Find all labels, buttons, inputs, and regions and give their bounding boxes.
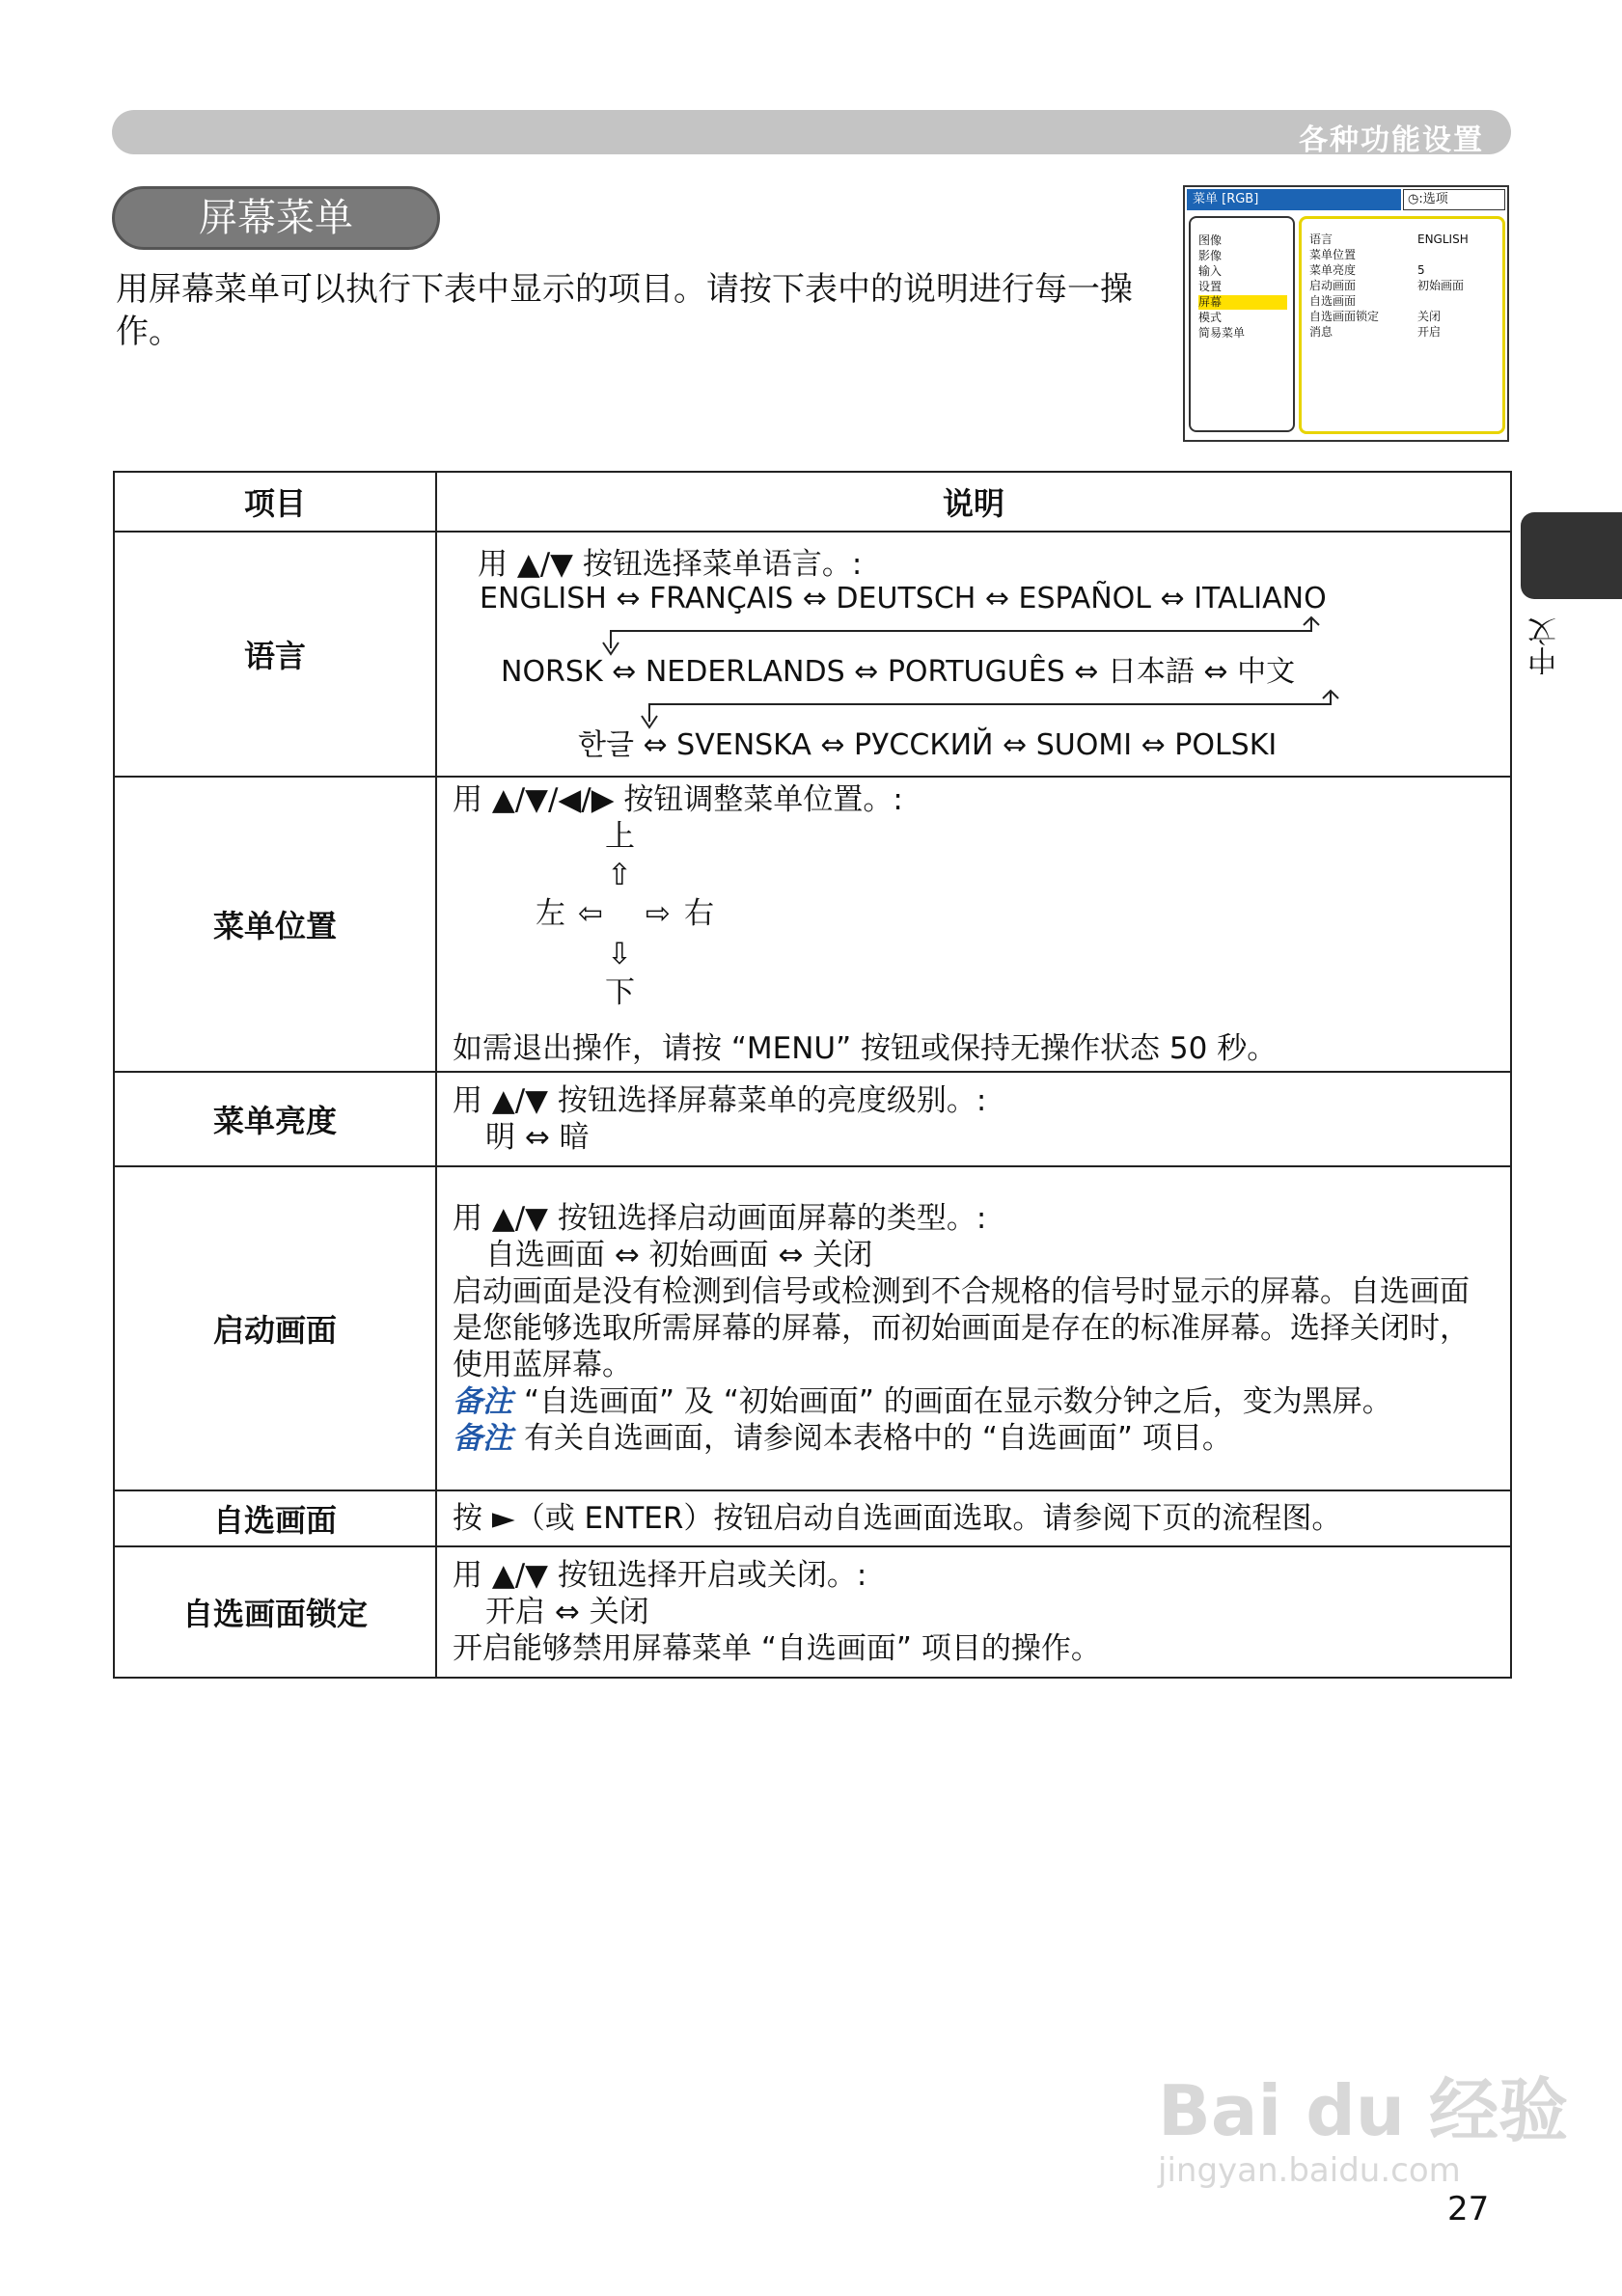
- brightness-instruction: 用 ▲/▼ 按钮选择屏幕菜单的亮度级别。:: [453, 1083, 987, 1118]
- arrow-left-icon: ⇦: [578, 896, 603, 931]
- item-menu-brightness: 菜单亮度: [114, 1072, 436, 1166]
- desc-my-screen-lock: [436, 1546, 1511, 1678]
- header-description: 说明: [436, 472, 1511, 532]
- header-title: 各种功能设置: [1299, 123, 1484, 157]
- menu-option-label: ◷:选项: [1403, 189, 1505, 210]
- start-up-note-2: [453, 1420, 1495, 1457]
- menu-position-exit-note: 如需退出操作，请按 “MENU” 按钮或保持无操作状态 50 秒。: [453, 1031, 1278, 1066]
- menu-right-label: 消息: [1309, 325, 1333, 339]
- lock-instruction: 用 ▲/▼ 按钮选择开启或关闭。:: [453, 1558, 867, 1593]
- item-my-screen: 自选画面: [114, 1490, 436, 1546]
- language-list-2: NORSK ⇔ NEDERLANDS ⇔ PORTUGUÊS ⇔ 日本語 ⇔ 中文: [501, 655, 1296, 689]
- menu-position-instruction: 用 ▲/▼/◀/▶ 按钮调整菜单位置。:: [453, 782, 903, 817]
- brightness-options: 明 ⇔ 暗: [485, 1120, 590, 1155]
- menu-right-label: 自选画面: [1309, 294, 1357, 308]
- page-number: 27: [1447, 2190, 1490, 2228]
- item-menu-position: 菜单位置: [114, 777, 436, 1072]
- menu-left-item: 图像: [1198, 233, 1223, 247]
- side-tab: [1521, 512, 1622, 599]
- item-start-up: 启动画面: [114, 1166, 436, 1490]
- wrap-arrow-icon: [549, 689, 1417, 729]
- menu-left-item: 设置: [1198, 280, 1223, 293]
- menu-screenshot: [1183, 185, 1509, 442]
- note-text: “自选画面” 及 “初始画面” 的画面在显示数分钟之后，变为黑屏。: [524, 1384, 1392, 1419]
- note-label: 备注: [453, 1384, 512, 1419]
- header-item: 项目: [114, 472, 436, 532]
- menu-left-item-selected: 屏幕: [1198, 295, 1287, 310]
- table-row-my-screen-lock: [114, 1546, 1511, 1678]
- language-instruction: 用 ▲/▼ 按钮选择菜单语言。:: [478, 547, 863, 582]
- position-left-label: 左: [536, 896, 565, 931]
- lock-options: 开启 ⇔ 关闭: [485, 1595, 649, 1629]
- arrow-up-icon: ⇧: [607, 858, 632, 892]
- arrow-down-icon: ⇩: [607, 937, 632, 971]
- menu-right-value: 5: [1417, 263, 1425, 277]
- menu-right-value: 初始画面: [1417, 279, 1465, 292]
- lock-explanation: 开启能够禁用屏幕菜单 “自选画面” 项目的操作。: [453, 1631, 1101, 1666]
- menu-titlebar: 菜单 [RGB]: [1187, 189, 1401, 210]
- menu-left-item: 模式: [1198, 311, 1223, 324]
- position-up-label: 上: [605, 819, 635, 854]
- item-my-screen-lock: 自选画面锁定: [114, 1546, 436, 1678]
- menu-right-label: 菜单位置: [1309, 248, 1357, 261]
- wrap-arrow-1: [453, 615, 1495, 656]
- menu-left-item: 简易菜单: [1198, 326, 1246, 340]
- section-title: 屏幕菜单: [112, 186, 440, 250]
- watermark-brand: Bai du 经验: [1158, 2070, 1569, 2151]
- menu-right-label: 语言: [1309, 232, 1333, 246]
- table-header-row: [114, 472, 1511, 532]
- menu-right-label: 自选画面锁定: [1309, 310, 1380, 323]
- language-list-1: ENGLISH ⇔ FRANÇAIS ⇔ DEUTSCH ⇔ ESPAÑOL ⇔ ITALIANO: [480, 582, 1327, 615]
- item-language: 语言: [114, 532, 436, 777]
- desc-menu-position: [436, 777, 1511, 1072]
- menu-right-label: 菜单亮度: [1309, 263, 1357, 277]
- dial-icon: ◷: [1408, 192, 1419, 206]
- menu-left-panel: [1189, 216, 1295, 432]
- intro-text: 用屏幕菜单可以执行下表中显示的项目。请按下表中的说明进行每一操作。: [116, 270, 1133, 351]
- note-text: 有关自选画面，请参阅本表格中的 “自选画面” 项目。: [524, 1421, 1232, 1456]
- watermark-url: jingyan.baidu.com: [1158, 2151, 1461, 2190]
- menu-right-value: ENGLISH: [1417, 232, 1469, 246]
- table-row-my-screen: [114, 1490, 1511, 1546]
- desc-language: [436, 532, 1511, 777]
- menu-right-panel: [1299, 216, 1505, 434]
- table-row-menu-brightness: [114, 1072, 1511, 1166]
- start-up-note-1: [453, 1383, 1495, 1420]
- table-row-language: [114, 532, 1511, 777]
- position-right-label: 右: [684, 896, 714, 931]
- desc-my-screen: 按 ►（或 ENTER）按钮启动自选画面选取。请参阅下页的流程图。: [436, 1490, 1511, 1546]
- wrap-arrow-icon: [549, 615, 1417, 656]
- start-up-instruction: 用 ▲/▼ 按钮选择启动画面屏幕的类型。:: [453, 1201, 987, 1236]
- arrow-right-icon: ⇨: [646, 896, 671, 931]
- position-down-label: 下: [605, 975, 635, 1010]
- menu-right-label: 启动画面: [1309, 279, 1357, 292]
- note-label: 备注: [453, 1421, 512, 1456]
- menu-right-value: 关闭: [1417, 310, 1442, 323]
- position-diagram: [453, 818, 1495, 1030]
- menu-left-item: 影像: [1198, 249, 1223, 262]
- table-row-menu-position: [114, 777, 1511, 1072]
- wrap-arrow-2: [453, 689, 1495, 729]
- menu-right-value: 开启: [1417, 325, 1442, 339]
- menu-left-item: 输入: [1198, 264, 1223, 278]
- language-list-3: 한글 ⇔ SVENSKA ⇔ РУССКИЙ ⇔ SUOMI ⇔ POLSKI: [578, 728, 1278, 762]
- start-up-explanation: 启动画面是没有检测到信号或检测到不合规格的信号时显示的屏幕。自选画面是您能够选取所需屏幕的屏幕，而初始画面是存在的标准屏幕。选择关闭时，使用蓝屏幕。: [453, 1274, 1470, 1382]
- desc-start-up: [436, 1166, 1511, 1490]
- header-bar: [112, 110, 1511, 157]
- start-up-options: 自选画面 ⇔ 初始画面 ⇔ 关闭: [485, 1238, 873, 1272]
- table-row-start-up: [114, 1166, 1511, 1490]
- settings-table: [113, 471, 1512, 1679]
- desc-menu-brightness: [436, 1072, 1511, 1166]
- side-language-label: 中文: [1528, 617, 1562, 675]
